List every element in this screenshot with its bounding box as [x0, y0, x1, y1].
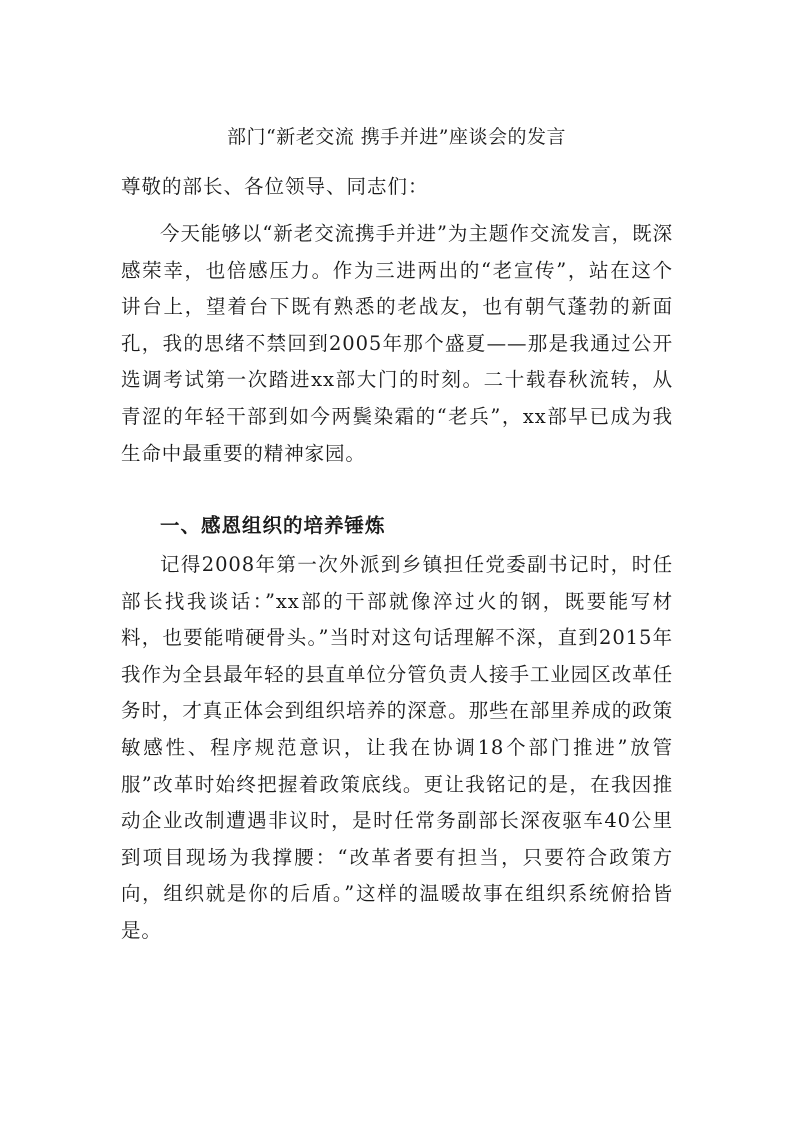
paragraph-intro: 今天能够以“新老交流携手并进”为主题作交流发言，既深感荣幸，也倍感压力。作为三进两出的“老宣传”，站在这个讲台上，望着台下既有熟悉的老战友，也有朝气蓬勃的新面孔，我的思绪不禁回到2005年那个盛夏——那是我通过公开选调考试第一次踏进xx部大门的时刻。二十载春秋流转，从青涩的年轻干部到如今两鬓染霜的“老兵”，xx部早已成为我生命中最重要的精神家园。 [121, 222, 673, 465]
salutation: 尊敬的部长、各位领导、同志们： [121, 175, 429, 198]
document-title: 部门“新老交流 携手并进”座谈会的发言 [227, 126, 566, 148]
paragraph-section-one: 记得2008年第一次外派到乡镇担任党委副书记时，时任部长找我谈话：”xx部的干部就像淬过火的钢，既要能写材料，也要能啃硬骨头。”当时对这句话理解不深，直到2015年我作为全县最年轻的县直单位分管负责人接手工业园区改革任务时，才真正体会到组织培养的深意。那些在部里养成的政策敏感性、程序规范意识，让我在协调18个部门推进”放管服”改革时始终把握着政策底线。更让我铭记的是，在我因推动企业改制遭遇非议时，是时任常务副部长深夜驱车40公里到项目现场为我撑腰：“改革者要有担当，只要符合政策方向，组织就是你的后盾。”这样的温暖故事在组织系统俯拾皆是。 [121, 553, 673, 942]
section-heading-gratitude: 一、感恩组织的培养锤炼 [160, 514, 386, 537]
